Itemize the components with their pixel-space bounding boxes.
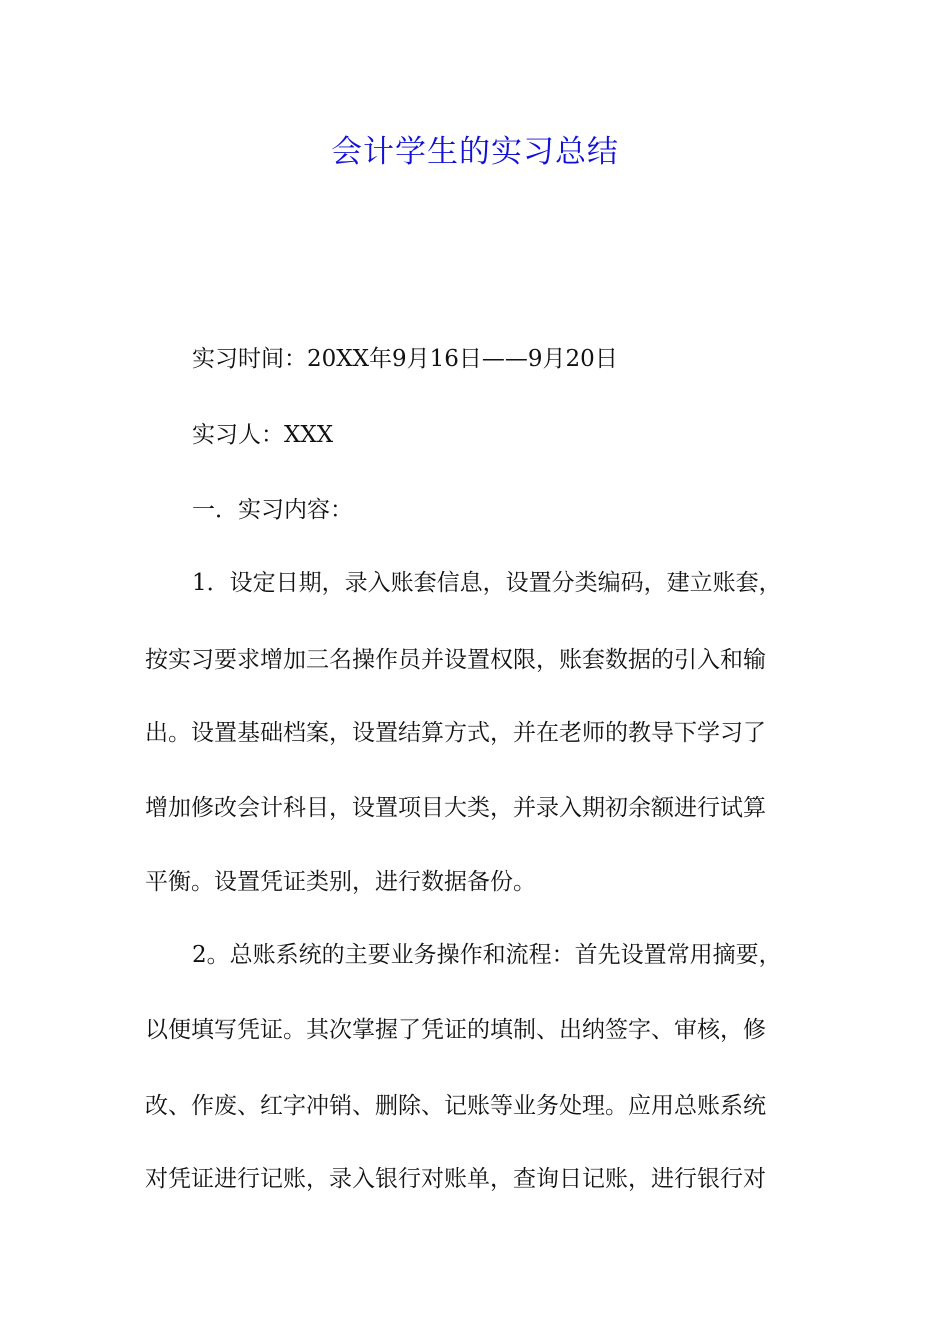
- section-heading: 一．实习内容：: [192, 497, 353, 523]
- paragraph-line: 对凭证进行记账，录入银行对账单，查询日记账，进行银行对: [145, 1166, 766, 1192]
- paragraph-line: 以便填写凭证。其次掌握了凭证的填制、出纳签字、审核，修: [145, 1017, 766, 1043]
- intern-name-line: 实习人：XXX: [192, 422, 334, 448]
- paragraph-line: 改、作废、红字冲销、删除、记账等业务处理。应用总账系统: [145, 1093, 766, 1119]
- paragraph-line: 增加修改会计科目，设置项目大类，并录入期初余额进行试算: [145, 795, 766, 821]
- paragraph-line: 出。设置基础档案，设置结算方式，并在老师的教导下学习了: [145, 720, 766, 746]
- paragraph-line: 2。总账系统的主要业务操作和流程：首先设置常用摘要，: [192, 942, 782, 968]
- paragraph-line: 平衡。设置凭证类别，进行数据备份。: [145, 869, 536, 895]
- paragraph-line: 按实习要求增加三名操作员并设置权限，账套数据的引入和输: [145, 647, 766, 673]
- paragraph-line: 1．设定日期，录入账套信息，设置分类编码，建立账套，: [192, 570, 782, 596]
- internship-time-line: 实习时间：20XX年9月16日——9月20日: [192, 346, 618, 372]
- document-title: 会计学生的实习总结: [331, 134, 619, 170]
